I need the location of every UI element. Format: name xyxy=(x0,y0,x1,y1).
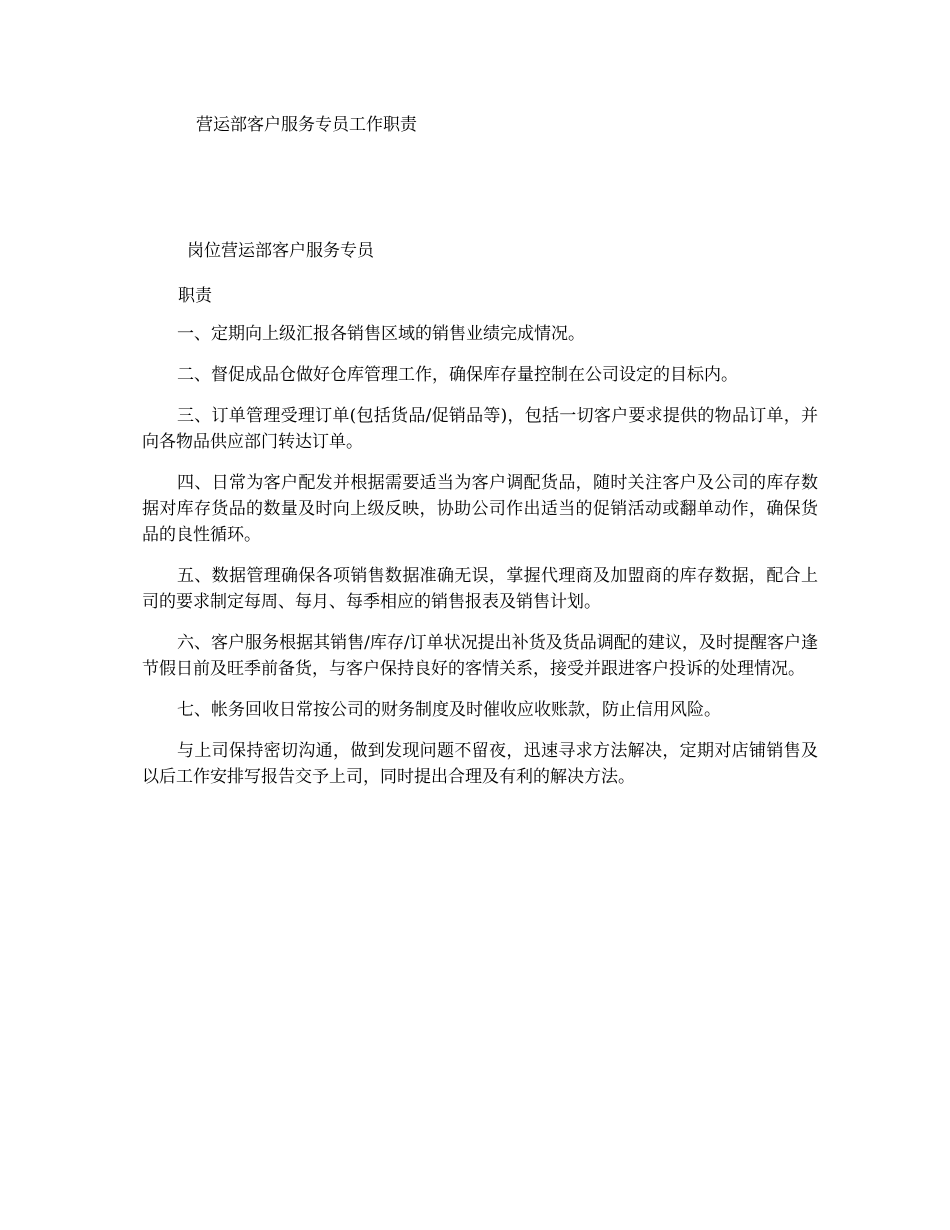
document-title: 营运部客户服务专员工作职责 xyxy=(196,115,417,135)
duty-item-6: 六、客户服务根据其销售/库存/订单状况提出补货及货品调配的建议，及时提醒客户逢节假日前及旺季前备货，与客户保持良好的客情关系，接受并跟进客户投诉的处理情况。 xyxy=(142,633,818,679)
duty-item-1: 一、定期向上级汇报各销售区域的销售业绩完成情况。 xyxy=(177,324,585,344)
duty-item-2: 二、督促成品仓做好仓库管理工作，确保库存量控制在公司设定的目标内。 xyxy=(177,365,738,385)
duty-item-5: 五、数据管理确保各项销售数据准确无误，掌握代理商及加盟商的库存数据，配合上司的要求制定每周、每月、每季相应的销售报表及销售计划。 xyxy=(142,566,818,612)
duties-heading: 职责 xyxy=(178,286,212,306)
closing-paragraph: 与上司保持密切沟通，做到发现问题不留夜，迅速寻求方法解决，定期对店铺销售及以后工作安排写报告交予上司，同时提出合理及有利的解决方法。 xyxy=(142,741,818,787)
position-line: 岗位营运部客户服务专员 xyxy=(187,241,374,261)
duty-item-7: 七、帐务回收日常按公司的财务制度及时催收应收账款，防止信用风险。 xyxy=(177,700,721,720)
duty-item-4: 四、日常为客户配发并根据需要适当为客户调配货品，随时关注客户及公司的库存数据对库存货品的数量及时向上级反映，协助公司作出适当的促销活动或翻单动作，确保货品的良性循环。 xyxy=(142,473,818,545)
duty-list xyxy=(142,321,818,805)
duty-item-3: 三、订单管理受理订单(包括货品/促销品等)，包括一切客户要求提供的物品订单，并向各物品供应部门转达订单。 xyxy=(142,406,818,452)
